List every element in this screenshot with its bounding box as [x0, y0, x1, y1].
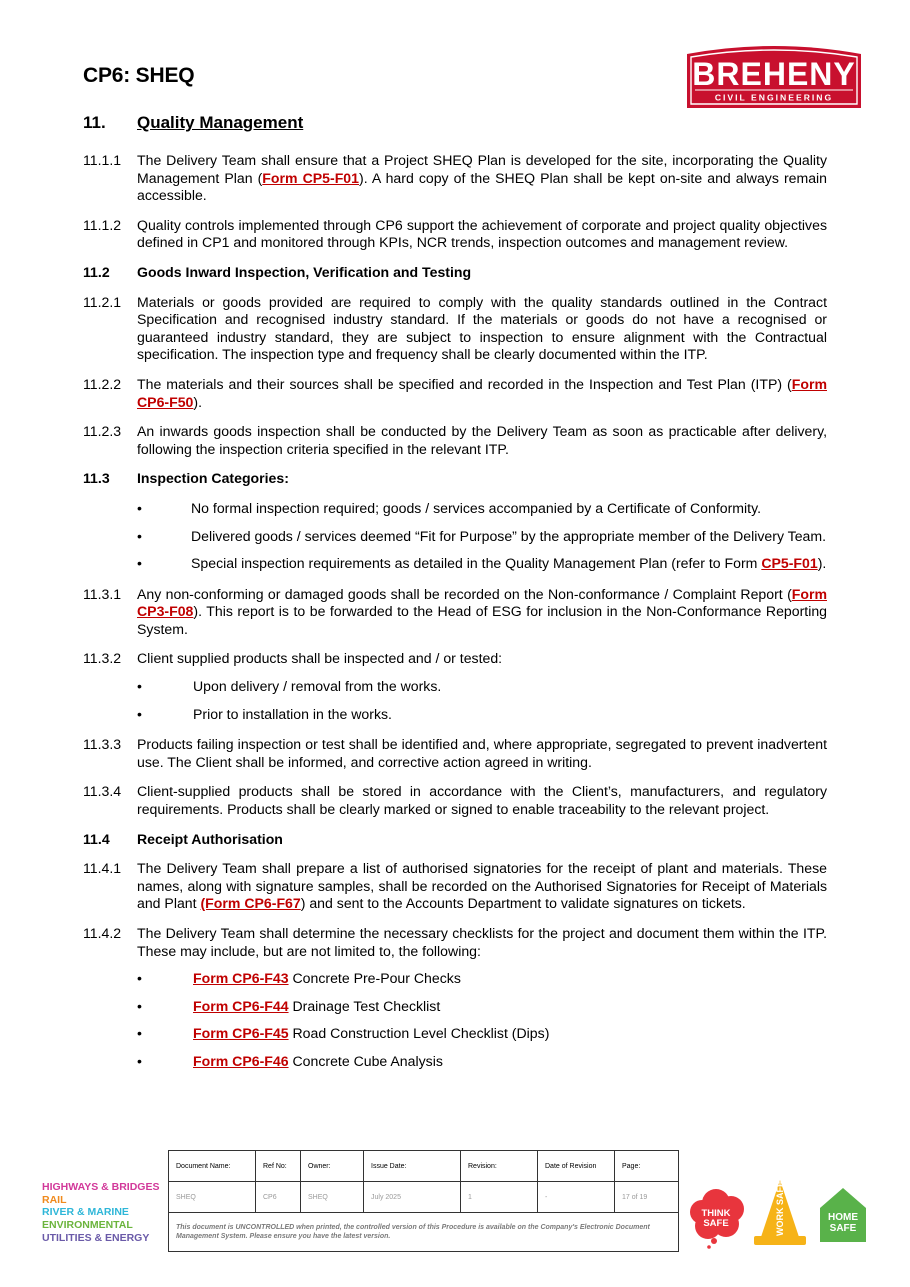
list-item-text: Upon delivery / removal from the works. [193, 678, 442, 695]
heading-text: Receipt Authorisation [137, 830, 283, 847]
uncontrolled-note-row [169, 1213, 679, 1252]
think-safe-text: SAFE [703, 1218, 729, 1229]
list-item [83, 500, 827, 518]
checklist-desc: Concrete Cube Analysis [292, 1052, 443, 1069]
home-safe-badge [820, 1188, 866, 1242]
header-cell: Date of Revision [538, 1151, 615, 1182]
value-cell: SHEQ [301, 1182, 364, 1213]
list-item-text: Delivered goods / services deemed “Fit for Purpose” by the appropriate member of the Delivery Team. [191, 527, 827, 544]
form-link-cp6-f44[interactable]: Form CP6-F44 [193, 997, 289, 1014]
document-control-table [168, 1150, 679, 1252]
paragraph-text: ) and sent to the Accounts Department to validate signatures on tickets. [300, 895, 746, 912]
list-item-text: No formal inspection required; goods / services accompanied by a Certificate of Conformity. [191, 499, 762, 516]
paragraph-text: Any non-conforming or damaged goods shall be recorded on the Non-conformance / Complaint Report ( [137, 585, 792, 602]
list-item [83, 678, 827, 696]
paragraph-text: An inwards goods inspection shall be conducted by the Delivery Team as soon as practicable after delivery, following the inspection criteria specified in the relevant ITP. [137, 423, 827, 457]
heading-text: Inspection Categories: [137, 470, 289, 487]
value-cell: CP6 [256, 1182, 301, 1213]
header-cell: Page: [615, 1151, 679, 1182]
checklist-desc: Drainage Test Checklist [292, 997, 441, 1014]
logo-text: BREHENY [692, 56, 856, 92]
list-item-text: ). [817, 555, 827, 572]
breheny-logo [683, 40, 865, 110]
paragraph-number: 11.2.3 [83, 423, 122, 440]
heading-text: Goods Inward Inspection, Verification and Testing [137, 263, 472, 280]
paragraph-text: Client-supplied products shall be stored in accordance with the Client’s, manufacturers, and regulatory requirements. Products shall be clearly marked or signed to enable traceability to the relevant project. [137, 783, 827, 818]
checklist-desc: Concrete Pre-Pour Checks [292, 970, 461, 987]
paragraph-11-3-3 [83, 736, 827, 771]
form-link-cp5-f01[interactable]: Form CP5-F01 [262, 169, 359, 186]
value-cell: SHEQ [169, 1182, 256, 1213]
bullet-icon: • [137, 997, 142, 1014]
paragraph-number: 11.3.4 [83, 783, 122, 800]
form-link-cp6-f46[interactable]: Form CP6-F46 [193, 1052, 289, 1069]
value-cell: July 2025 [364, 1182, 461, 1213]
checklist-item [83, 998, 827, 1016]
list-item [83, 555, 827, 573]
heading-11-4 [83, 831, 827, 849]
sector-highways: HIGHWAYS & BRIDGES [42, 1181, 160, 1193]
paragraph-text: Quality controls implemented through CP6 support the achievement of corporate and project quality objectives defined in CP1 and monitored through KPIs, NCR trends, inspection outcomes and management review. [137, 216, 827, 251]
sector-rail: RAIL [42, 1193, 67, 1206]
value-cell: 17 of 19 [615, 1182, 679, 1213]
header-cell: Document Name: [169, 1151, 256, 1182]
bullet-icon: • [137, 1052, 142, 1069]
sector-river-marine: RIVER & MARINE [42, 1206, 129, 1219]
heading-number: 11.4 [83, 830, 110, 847]
home-text: HOME [828, 1212, 858, 1223]
value-cell: 1 [461, 1182, 538, 1213]
document-body [83, 152, 827, 1081]
uncontrolled-note: This document is UNCONTROLLED when printed, the controlled version of this Procedure is available on the Company's Electronic Document Management System. Please ensure you have the latest version. [169, 1213, 679, 1252]
home-safe-text: SAFE [829, 1223, 857, 1234]
safety-badges [686, 1178, 868, 1250]
bullet-icon: • [137, 705, 142, 722]
paragraph-text: The Delivery Team shall prepare a list of authorised signatories for the receipt of plant and materials. These names, along with signature samples, shall be recorded on the Authorised Signatories for Receipt of Materials and Plant [137, 860, 827, 912]
list-item [83, 528, 827, 546]
list-item-text: Prior to installation in the works. [193, 705, 392, 722]
paragraph-text: The Delivery Team shall determine the necessary checklists for the project and document them within the ITP. These may include, but are not limited to, the following: [137, 925, 827, 959]
paragraph-text: ). A hard copy of the SHEQ Plan shall be kept on-site and always remain accessible. [137, 169, 828, 204]
table-row [169, 1182, 679, 1213]
bullet-icon: • [137, 1025, 142, 1042]
form-link-cp6-f45[interactable]: Form CP6-F45 [193, 1025, 289, 1042]
heading-11-2 [83, 264, 827, 282]
section-number: 11. [83, 113, 106, 132]
logo-subtext: CIVIL ENGINEERING [714, 92, 834, 103]
checklist-item [83, 1053, 827, 1071]
paragraph-11-4-2 [83, 925, 827, 960]
section-title: Quality Management [137, 113, 304, 132]
think-safe-badge [690, 1189, 744, 1249]
paragraph-11-3-2 [83, 650, 827, 668]
paragraph-11-2-2 [83, 376, 827, 411]
paragraph-text: ). [193, 393, 203, 410]
section-heading [83, 113, 303, 133]
checklist-item [83, 1025, 827, 1043]
bullet-icon: • [137, 970, 142, 987]
paragraph-number: 11.3.2 [83, 650, 122, 667]
paragraph-11-3-1 [83, 586, 827, 639]
page-title: CP6: SHEQ [83, 64, 195, 87]
paragraph-11-4-1 [83, 860, 827, 913]
bullet-icon: • [137, 499, 142, 516]
table-header-row [169, 1151, 679, 1182]
work-safe-badge [754, 1180, 806, 1245]
sector-utilities: UTILITIES & ENERGY [42, 1231, 150, 1244]
value-cell: - [538, 1182, 615, 1213]
header-cell: Owner: [301, 1151, 364, 1182]
heading-number: 11.2 [83, 263, 110, 280]
bullet-icon: • [137, 678, 142, 695]
form-link-cp6-f67[interactable]: (Form CP6-F67 [200, 895, 301, 912]
paragraph-11-2-1 [83, 294, 827, 364]
heading-11-3 [83, 470, 827, 488]
paragraph-11-2-3 [83, 423, 827, 458]
sector-list [42, 1181, 159, 1245]
list-item-text: Special inspection requirements as detailed in the Quality Management Plan (refer to Form [191, 555, 762, 572]
heading-number: 11.3 [83, 470, 110, 487]
paragraph-number: 11.4.2 [83, 925, 122, 941]
paragraph-number: 11.4.1 [83, 860, 122, 877]
sector-environmental: ENVIRONMENTAL [42, 1219, 133, 1232]
paragraph-11-3-4 [83, 783, 827, 818]
header-cell: Revision: [461, 1151, 538, 1182]
paragraph-number: 11.2.1 [83, 293, 122, 310]
paragraph-number: 11.1.1 [83, 152, 122, 168]
think-text: THINK [701, 1208, 731, 1219]
paragraph-text: Client supplied products shall be inspected and / or tested: [137, 650, 503, 667]
paragraph-number: 11.2.2 [83, 375, 122, 392]
bullet-icon: • [137, 555, 142, 572]
paragraph-text: The Delivery Team shall ensure that a Project SHEQ Plan is developed for the site, incorporating the Quality Management Plan ( [137, 152, 827, 186]
work-safe-text: WORK SAFE [775, 1181, 785, 1236]
paragraph-text: Materials or goods provided are required to comply with the quality standards outlined in the Contract Specification and recognised industry standard. If the materials or goods do not have a recognised or guaranteed industry standard, they are subject to inspection to ensure alignment with the Contractual specification. The inspection type and frequency shall be clearly documented within the ITP. [137, 293, 827, 363]
paragraph-text: Products failing inspection or test shall be identified and, where appropriate, segregated to prevent inadvertent use. The Client shall be informed, and corrective action agreed in writing. [137, 736, 827, 770]
checklist-item [83, 970, 827, 988]
header-cell: Issue Date: [364, 1151, 461, 1182]
form-link-cp5-f01[interactable]: CP5-F01 [761, 555, 818, 572]
form-link-cp6-f50[interactable]: Form CP6-F50 [137, 375, 827, 410]
form-link-cp3-f08[interactable]: Form CP3-F08 [137, 585, 827, 620]
header-cell: Ref No: [256, 1151, 301, 1182]
paragraph-11-1-1 [83, 152, 827, 205]
paragraph-text: ). This report is to be forwarded to the Head of ESG for inclusion in the Non-Conformance Reporting System. [137, 603, 827, 637]
paragraph-number: 11.1.2 [83, 216, 122, 233]
bullet-icon: • [137, 527, 142, 544]
paragraph-text: The materials and their sources shall be specified and recorded in the Inspection and Test Plan (ITP) ( [137, 375, 792, 392]
list-item [83, 706, 827, 724]
paragraph-number: 11.3.1 [83, 585, 122, 602]
checklist-desc: Road Construction Level Checklist (Dips) [292, 1025, 550, 1042]
paragraph-11-1-2 [83, 217, 827, 252]
paragraph-number: 11.3.3 [83, 736, 122, 753]
form-link-cp6-f43[interactable]: Form CP6-F43 [193, 970, 289, 987]
